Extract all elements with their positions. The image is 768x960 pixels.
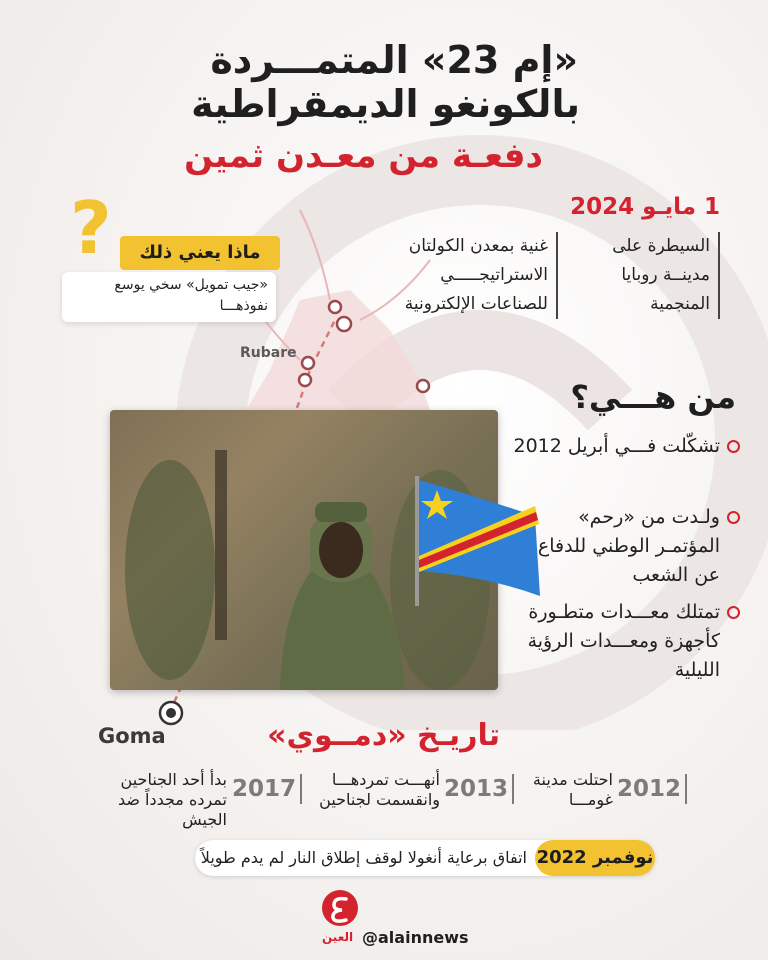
who-item [508, 598, 738, 685]
history-text-2012: احتلت مدينة غومـــا [532, 770, 613, 809]
who-item-text: تشكّلت فـــي أبريل 2012 [513, 435, 720, 457]
who-item [508, 432, 738, 461]
event-date: 1 مايـو 2024 [570, 194, 720, 220]
bullet-icon [727, 606, 740, 619]
history-text-2013: أنهـــت تمردهـــا وانقسمت لجناحين [319, 770, 440, 809]
page-subtitle: دفعـة من معـدن ثمين [184, 136, 543, 176]
who-item-text: ولـدت من «رحم» المؤتمـر الوطني للدفاع عن الشعب [537, 506, 720, 586]
social-handle: @alainnews [362, 928, 469, 947]
who-item [508, 503, 738, 590]
banner-date: نوفمبر 2022 [535, 840, 655, 876]
page-title-line1: «إم 23» المتمـــردة [210, 38, 578, 82]
banner-text: اتفاق برعاية أنغولا لوقف إطلاق النار لم يدم طويلاً [200, 848, 527, 867]
history-text-2017: بدأ أحد الجناحين تمرده مجدداً ضد الجيش [117, 770, 227, 829]
fact-control-rubaya: السيطرة على مدينــة روبايا المنجمية [595, 232, 720, 319]
bullet-icon [727, 440, 740, 453]
meaning-tag: ماذا يعني ذلك [120, 236, 280, 270]
map-label-goma: Goma [98, 724, 166, 748]
question-mark-icon: ? [70, 186, 112, 270]
history-year-2012: 2012 [617, 774, 687, 804]
fact-coltan-rich: غنية بمعدن الكولتان الاستراتيجـــــي للصناعات الإلكترونية [368, 232, 558, 319]
page-title-line2: بالكونغو الديمقراطية [191, 82, 580, 126]
ceasefire-banner [195, 840, 655, 876]
who-item-text: تمتلك معـــدات متطـورة كأجهزة ومعـــدات الرؤية الليلية [527, 601, 720, 681]
history-year-2017: 2017 [232, 774, 302, 804]
meaning-text: «جيب تمويل» سخي يوسع نفوذهـــا [62, 272, 276, 322]
who-heading: من هـــي؟ [570, 378, 736, 416]
history-year-2013: 2013 [444, 774, 514, 804]
map-label-rubare: Rubare [240, 345, 297, 361]
goma-location-marker-icon [158, 700, 184, 726]
history-heading: تاريـخ «دمــوي» [267, 718, 500, 753]
bullet-icon [727, 511, 740, 524]
alain-logo-icon [318, 888, 362, 932]
brand-name: العين [322, 930, 354, 944]
